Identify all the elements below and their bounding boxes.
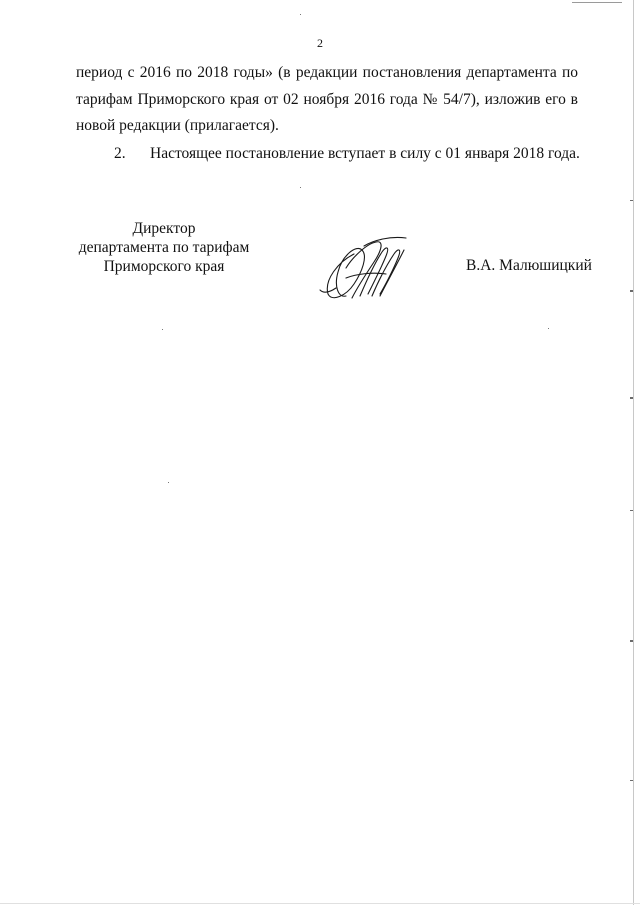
paragraph-line: новой редакции (прилагается).	[76, 117, 279, 134]
scan-edge-mark	[630, 510, 633, 511]
signatory-title-line: Директор	[132, 220, 196, 237]
scan-bottom-mark	[0, 903, 640, 904]
scan-edge-mark	[630, 640, 633, 642]
handwritten-signature	[316, 232, 412, 304]
list-item-text: Настоящее постановление вступает в силу с 01 января 2018 года.	[150, 145, 580, 162]
paragraph-line: период с 2016 по 2018 годы» (в редакции постановления департамента по	[76, 64, 578, 81]
scan-speck	[548, 328, 549, 329]
scan-edge-mark	[630, 397, 633, 399]
scan-speck	[300, 187, 301, 188]
signatory-title-line: департамента по тарифам	[78, 239, 250, 256]
scan-edge-mark	[630, 290, 633, 292]
scan-top-mark	[572, 2, 622, 3]
scan-edge-mark	[630, 200, 633, 201]
list-item-2	[114, 141, 580, 167]
scan-speck	[162, 329, 163, 330]
body-paragraph	[76, 60, 578, 140]
scan-speck	[300, 14, 301, 15]
signatory-name: В.А. Малюшицкий	[466, 257, 592, 274]
scan-edge-mark	[630, 780, 633, 781]
scan-speck	[168, 482, 169, 483]
scan-edge-line	[633, 0, 634, 905]
list-item-number: 2.	[114, 145, 126, 162]
signatory-title-line: Приморского края	[103, 258, 225, 275]
page-number: 2	[317, 36, 323, 50]
signatory-title	[74, 219, 254, 276]
paragraph-line: тарифам Приморского края от 02 ноября 2016 года № 54/7), изложив его в	[76, 90, 578, 108]
